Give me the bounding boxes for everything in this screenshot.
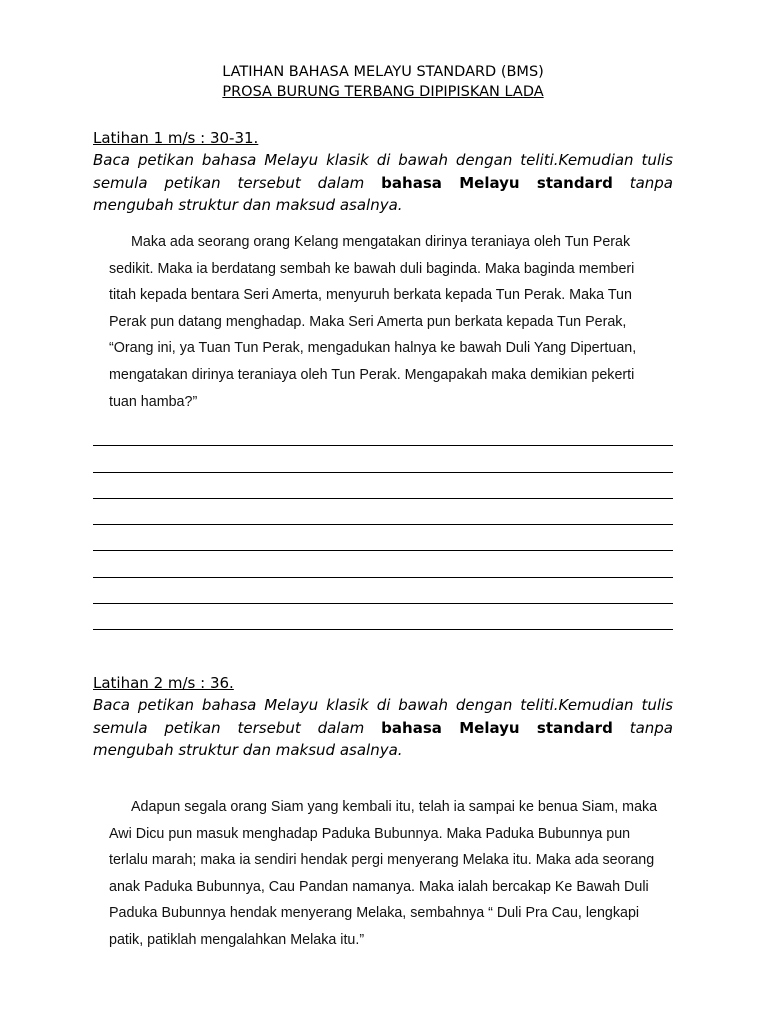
answer-line[interactable] [93, 525, 673, 551]
instruction-text-end: tanpa mengubah struktur dan maksud asalnya. [93, 718, 673, 759]
instruction-text: Baca petikan bahasa Melayu klasik di bawah dengan teliti.Kemudian tulis semula petikan tersebut dalam [93, 151, 673, 192]
exercise-2-instruction [93, 694, 673, 762]
instruction-text-end: tanpa mengubah struktur dan maksud asalnya. [93, 173, 673, 214]
title-line-1: LATIHAN BAHASA MELAYU STANDARD (BMS) [222, 64, 544, 80]
instruction-bold: bahasa Melayu standard [381, 173, 613, 192]
exercise-1-instruction [93, 149, 673, 217]
answer-line[interactable] [93, 473, 673, 499]
answer-line[interactable] [93, 499, 673, 525]
answer-line[interactable] [93, 420, 673, 446]
exercise-2-heading: Latihan 2 m/s : 36. [93, 674, 234, 692]
instruction-bold: bahasa Melayu standard [381, 718, 613, 737]
instruction-text: Baca petikan bahasa Melayu klasik di bawah dengan teliti.Kemudian tulis semula petikan tersebut dalam [93, 696, 673, 737]
exercise-1 [93, 128, 673, 217]
exercise-1-passage [109, 229, 665, 415]
worksheet-title [93, 62, 673, 102]
passage-text: Maka ada seorang orang Kelang mengatakan dirinya teraniaya oleh Tun Perak sedikit. Maka ia berdatang sembah ke bawah duli baginda. Maka baginda memberi titah kepada bentara Seri Amerta, menyuruh berkata kepada Tun Perak. Maka Tun Perak pun datang menghadap. Maka Seri Amerta pun berkata kepada Tun Perak, “Orang ini, ya Tuan Tun Perak, mengadukan halnya ke bawah Duli Yang Dipertuan, mengatakan dirinya teraniaya oleh Tun Perak. Mengapakah maka demikian pekerti tuan hamba?” [109, 234, 637, 410]
passage-text: Adapun segala orang Siam yang kembali itu, telah ia sampai ke benua Siam, maka Awi Dicu pun masuk menghadap Paduka Bubunnya. Maka Paduka Bubunnya pun terlalu marah; maka ia sendiri hendak pergi menyerang Melaka itu. Maka ada seorang anak Paduka Bubunnya, Cau Pandan namanya. Maka ialah bercakap Ke Bawah Duli Paduka Bubunnya hendak menyerang Melaka, sembahnya “ Duli Pra Cau, lengkapi patik, patiklah mengalahkan Melaka itu.” [109, 799, 658, 948]
answer-line[interactable] [93, 446, 673, 472]
exercise-2-passage [109, 794, 661, 954]
exercise-1-answer-lines [93, 420, 673, 630]
exercise-1-heading: Latihan 1 m/s : 30-31. [93, 129, 259, 147]
answer-line[interactable] [93, 551, 673, 577]
exercise-2 [93, 673, 673, 762]
answer-line[interactable] [93, 578, 673, 604]
answer-line[interactable] [93, 604, 673, 630]
title-line-2: PROSA BURUNG TERBANG DIPIPISKAN LADA [222, 84, 544, 100]
